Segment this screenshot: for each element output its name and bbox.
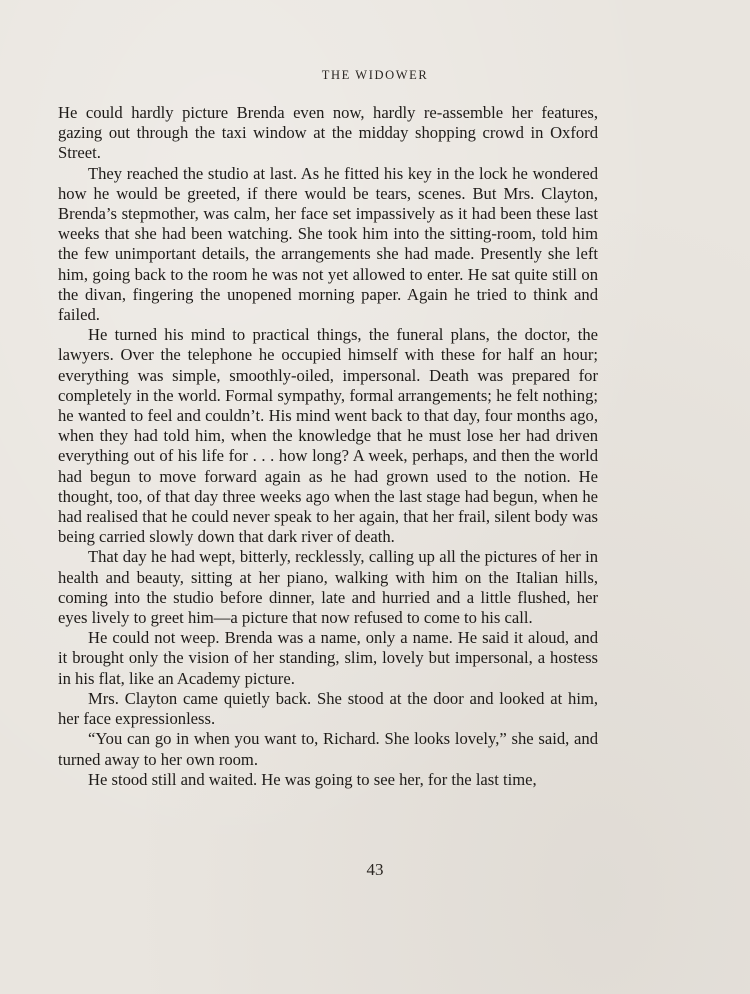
paragraph-6: Mrs. Clayton came quietly back. She stood at the door and looked at him, her face expressionless. [58, 688, 598, 729]
running-head: THE WIDOWER [321, 68, 429, 82]
paragraph-3: He turned his mind to practical things, the funeral plans, the doctor, the lawyers. Over the telephone he occupied himself with these for half an hour; everything was simple, smoothly-oiled, impersonal. Death was prepared for completely in the world. Formal sympathy, formal arrangements; he felt nothing; he wanted to feel and couldn’t. His mind went back to that day, four months ago, when they had told him, when the knowledge that he must lose her had driven everything out of his life for . . . how long? A week, perhaps, and then the world had begun to move forward again as he had grown used to the notion. He thought, too, of that day three weeks ago when the last stage had begun, when he had realised that he could never speak to her again, that her frail, silent body was being carried slowly down that dark river of death. [58, 325, 598, 547]
paragraph-5: He could not weep. Brenda was a name, only a name. He said it aloud, and it brought only the vision of her standing, slim, lovely but impersonal, a hostess in his flat, like an Academy picture. [58, 628, 598, 688]
paragraph-1: He could hardly picture Brenda even now, hardly re-assemble her features, gazing out through the taxi window at the midday shopping crowd in Oxford Street. [58, 103, 598, 163]
body-text [58, 103, 598, 790]
paragraph-7: “You can go in when you want to, Richard. She looks lovely,” she said, and turned away to her own room. [58, 729, 598, 769]
paragraph-8: He stood still and waited. He was going to see her, for the last time, [88, 769, 537, 789]
paragraph-2: They reached the studio at last. As he fitted his key in the lock he wondered how he would be greeted, if there would be tears, scenes. But Mrs. Clayton, Brenda’s stepmother, was calm, her face set impassively as it had been these last weeks that she had been watching. She took him into the sitting-room, told him the few unimportant details, the arrangements she had made. Presently she left him, going back to the room he was not yet allowed to enter. He sat quite still on the divan, fingering the unopened morning paper. Again he tried to think and failed. [58, 163, 598, 325]
paragraph-4: That day he had wept, bitterly, recklessly, calling up all the pictures of her in health and beauty, sitting at her piano, walking with him on the Italian hills, coming into the studio before dinner, late and hurried and a little flushed, her eyes lively to greet him—a picture that now refused to come to his call. [58, 547, 598, 628]
page-number: 43 [366, 860, 384, 879]
